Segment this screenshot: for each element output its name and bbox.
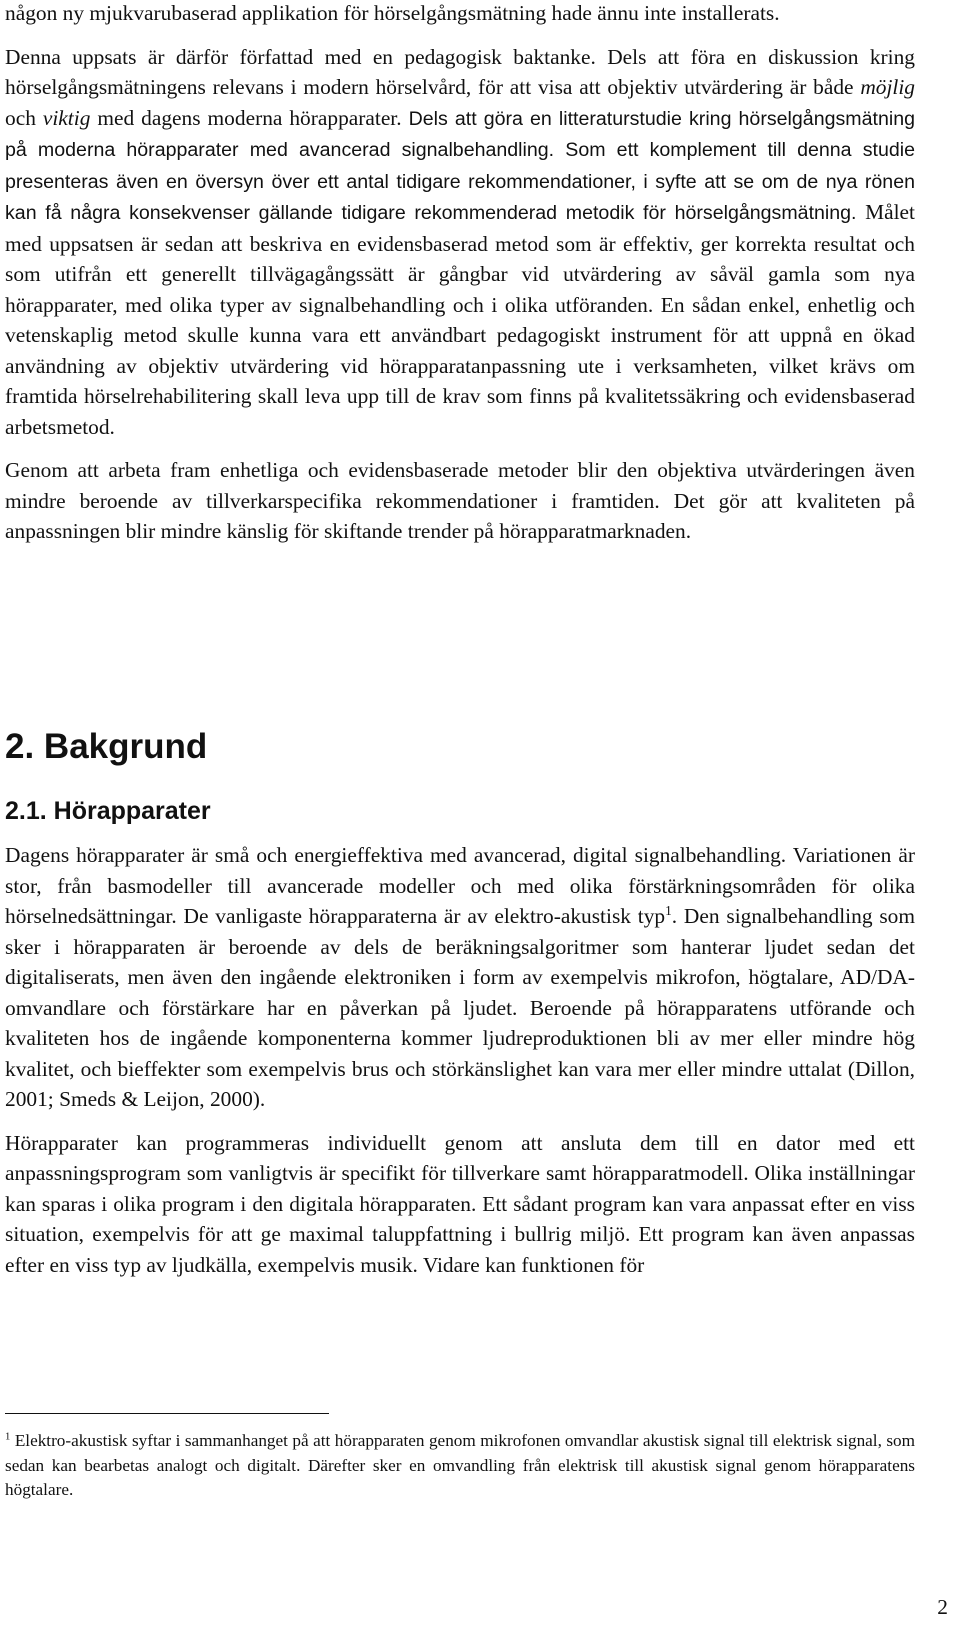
- text-run: och: [5, 105, 43, 130]
- section-heading: 2. Bakgrund: [5, 727, 208, 766]
- footnote-marker: 1: [5, 1431, 11, 1443]
- emphasis-viktig: viktig: [42, 105, 91, 130]
- text-run: Dagens hörapparater är små och energieffektiva med avancerad, digital signalbehandling. Variationen är stor, från basmodeller till avancerade modeller och med olika förstärkningsområden för olika hörselnedsättningar. De vanligaste hörapparaterna är av elektro-akustisk typ: [5, 843, 915, 928]
- intro-paragraph-2: [5, 42, 915, 443]
- footnote-reference[interactable]: 1: [665, 902, 672, 918]
- intro-paragraph-1: någon ny mjukvarubaserad applikation för hörselgångsmätning hade ännu inte installerats.: [5, 1, 780, 25]
- subsection-paragraph-2: Hörapparater kan programmeras individuellt genom att ansluta dem till en dator med ett anpassningsprogram som vanligtvis är specifikt för tillverkare samt hörapparatmodell. Olika inställningar kan sparas i olika program i den digitala hörapparaten. Ett sådant program kan vara anpassat efter en viss situation, exempelvis för att ge maximal taluppfattning i bullrig miljö. Ett program kan även anpassas efter en viss typ av ljudkälla, exempelvis musik. Vidare kan funktionen för: [5, 1130, 915, 1277]
- page-number: 2: [937, 1595, 948, 1619]
- text-run: . Den signalbehandling som sker i hörapparaten är beroende av dels de beräkningsalgoritmer som hanterar ljudet sedan det digitaliserats, men även den ingående elektroniken i form av exempelvis mikrofon, högtalare, AD/DA-omvandlare och förstärkare har en påverkan på ljudet. Beroende på hörapparatens utförande och kvaliteten hos de ingående komponenterna kommer ljudreproduktionen bli av mer eller mindre hög kvalitet, och bieffekter som exempelvis brus och störkänslighet kan vara mer eller mindre uttalat (Dillon, 2001; Smeds & Leijon, 2000).: [5, 904, 915, 1111]
- subsection-body: [5, 840, 915, 1280]
- text-run: Målet med uppsatsen är sedan att beskriva en evidensbaserad metod som är effektiv, ger korrekta resultat och som utifrån ett generellt tillvägagångssätt är gångbar vid utvärdering av såväl gamla som nya hörapparater, med olika typer av signalbehandling och i olika utföranden. En sådan enkel, enhetlig och vetenskaplig metod skulle kunna vara ett användbart pedagogiskt instrument för att uppnå en ökad användning av objektiv utvärdering vid hörapparatanpassning ute i verksamheten, vilket krävs om framtida hörselrehabilitering skall leva upp till de krav som finns på kvalitetssäkring och evidensbaserad arbetsmetod.: [5, 200, 915, 439]
- footnote: [5, 1429, 915, 1503]
- footnote-divider: [5, 1413, 329, 1414]
- subsection-paragraph-1: [5, 840, 915, 1115]
- text-run-sans: Dels att göra en litteraturstudie kring hörselgångsmätning på moderna hörapparater med avancerad signalbehandling. Som ett komplement till denna studie presenteras även en översyn över ett antal tidigare rekommendationer, i syfte att se om de nya rönen kan få några konsekvenser gällande tidigare rekommenderad metodik för hörselgångsmätning.: [5, 107, 915, 224]
- footnote-text: Elektro-akustisk syftar i sammanhanget på att hörapparaten genom mikrofonen omvandlar akustisk signal till elektrisk signal, som sedan kan bearbetas analogt och digitalt. Därefter sker en omvandling från elektrisk till akustisk signal genom hörapparatens högtalare.: [5, 1431, 915, 1499]
- intro-paragraph-3: Genom att arbeta fram enhetliga och evidensbaserade metoder blir den objektiva utvärderingen även mindre beroende av tillverkarspecifika rekommendationer i framtiden. Det gör att kvaliteten på anpassningen blir mindre känslig för skiftande trender på hörapparatmarknaden.: [5, 458, 915, 543]
- subsection-heading: 2.1. Hörapparater: [5, 797, 211, 825]
- intro-body: [5, 0, 915, 547]
- emphasis-mojlig: möjlig: [860, 75, 915, 99]
- text-run: med dagens moderna hörapparater.: [90, 105, 409, 130]
- text-run: Denna uppsats är därför författad med en pedagogisk baktanke. Dels att föra en diskussion kring hörselgångsmätningens relevans i modern hörselvård, för att visa att objektiv utvärdering är både: [5, 44, 915, 99]
